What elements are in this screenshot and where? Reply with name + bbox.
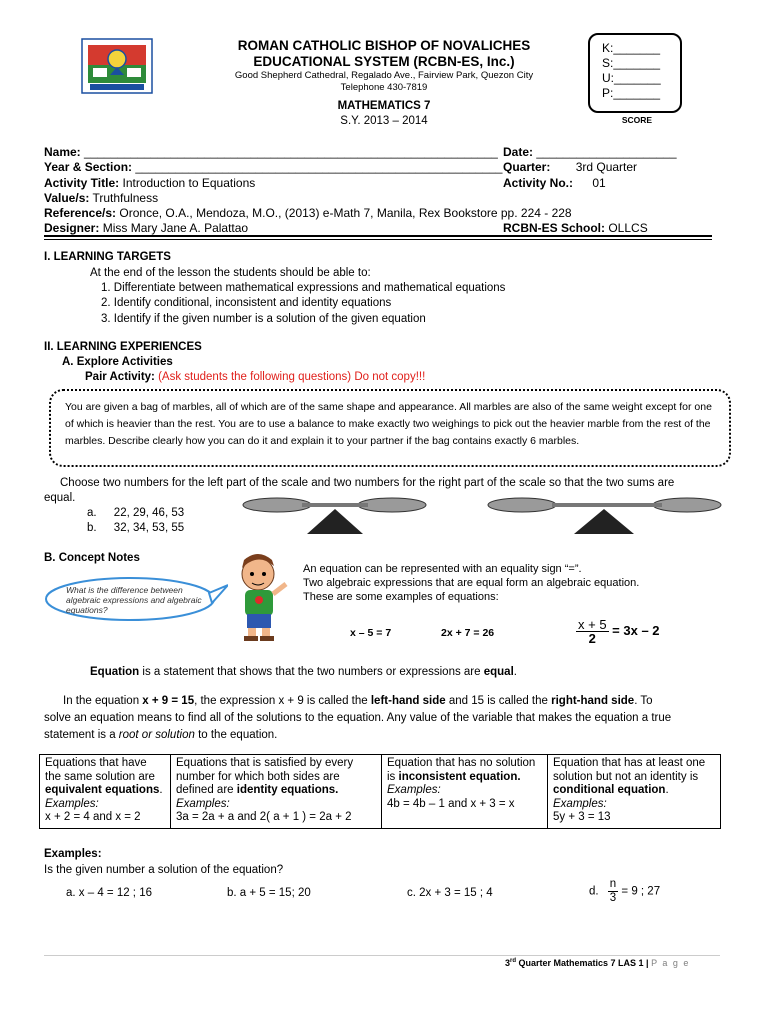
concept-line-3: These are some examples of equations: [303, 591, 499, 603]
examples-question: Is the given number a solution of the equation? [44, 864, 284, 876]
p-seg-10: root or solution [118, 729, 195, 741]
score-box [588, 33, 682, 113]
cell-term: identity equations. [236, 784, 339, 796]
activity-no-value: 01 [592, 176, 606, 190]
option-b-value: 32, 34, 53, 55 [113, 522, 185, 534]
fraction-numerator: x + 5 [578, 617, 607, 632]
p-seg-2: x + 9 = 15 [142, 695, 195, 707]
pair-activity-note: (Ask students the following questions) Do not copy!!! [158, 371, 426, 383]
table-cell-conditional [548, 755, 721, 829]
designer-value: Miss Mary Jane A. Palattao [102, 221, 249, 235]
equation-rhs: = 3x – 2 [612, 622, 660, 638]
date-line: _____________________ [536, 145, 677, 159]
concept-line-2: Two algebraic expressions that are equal form an algebraic equation. [303, 577, 640, 589]
learning-experiences-heading: II. LEARNING EXPERIENCES [44, 341, 202, 353]
target-item-2: 2. Identify conditional, inconsistent and identity equations [101, 297, 392, 309]
designer-label: Designer: [44, 221, 100, 235]
def-dot: . [513, 666, 517, 678]
footer-rule [44, 955, 720, 956]
cell-examples-label: Examples: [387, 784, 441, 796]
def-word: Equation [90, 666, 140, 678]
cell-examples-label: Examples: [553, 797, 607, 810]
values-value: Truthfulness [92, 191, 159, 205]
thought-bubble [44, 575, 228, 623]
school-name-line1: ROMAN CATHOLIC BISHOP OF NOVALICHES [237, 38, 531, 53]
option-a-letter: a. [87, 507, 97, 519]
activity-title-label: Activity Title: [44, 176, 120, 190]
name-label: Name: [44, 145, 81, 159]
concept-notes-heading: B. Concept Notes [44, 552, 140, 564]
p-seg-6: right-hand side [551, 695, 635, 707]
cell-dot: . [159, 784, 163, 796]
targets-intro: At the end of the lesson the students should be able to: [90, 267, 371, 279]
cell-term: conditional equation [553, 784, 666, 796]
def-end: equal [483, 666, 514, 678]
score-k: K:_______ [602, 41, 661, 55]
school-name-line2: EDUCATIONAL SYSTEM (RCBN-ES, Inc.) [253, 54, 515, 69]
score-s: S:_______ [602, 56, 661, 70]
example-c: c. 2x + 3 = 15 ; 4 [407, 887, 493, 899]
score-label: SCORE [621, 115, 653, 125]
option-b-letter: b. [87, 522, 97, 534]
address-line: Good Shepherd Cathedral, Regalado Ave., Fairview Park, Quezon City [234, 70, 534, 81]
examples-heading: Examples: [44, 848, 102, 860]
p-seg-7: . To [634, 695, 653, 707]
equation-paragraph-line3 [44, 728, 277, 743]
name-field[interactable] [44, 145, 498, 160]
quarter-value: 3rd Quarter [575, 160, 638, 174]
fraction-numerator: n [609, 878, 617, 890]
footer-text: Quarter Mathematics 7 LAS 1 | [516, 958, 652, 968]
footer-quarter-num: 3 [505, 958, 511, 968]
p-seg-5: and 15 is called the [445, 695, 552, 707]
footer-page-label: P a g e [651, 958, 690, 968]
fraction-denominator: 2 [588, 631, 596, 646]
def-mid: is a statement that shows that the two numbers or expressions are [139, 666, 484, 678]
equation-types-table [39, 754, 721, 829]
balance-scale-right [482, 494, 732, 538]
choose-instruction-cont: equal. [44, 492, 76, 504]
cell-examples-label: Examples: [176, 797, 230, 810]
table-cell-inconsistent [382, 755, 548, 829]
cell-example: 5y + 3 = 13 [553, 811, 611, 823]
score-u: U:_______ [602, 71, 661, 85]
bubble-text: What is the difference between algebraic expressions and algebraic equations? [66, 585, 202, 615]
equation-paragraph-line1 [63, 694, 653, 709]
cell-example: 4b = 4b – 1 and x + 3 = x [387, 797, 515, 810]
equation-paragraph-line2: solve an equation means to find all of the solutions to the equation. Any value of the variable that makes the equation a true [44, 712, 672, 724]
option-a [87, 506, 184, 521]
p-seg-1: In the equation [63, 695, 143, 707]
cell-example: 3a = 2a + a and 2( a + 1 ) = 2a + 2 [176, 811, 352, 823]
references [44, 206, 572, 221]
cell-dot: . [665, 784, 669, 796]
example-equation-2: 2x + 7 = 26 [441, 627, 495, 639]
year-section-field[interactable] [44, 160, 502, 175]
activity-no [503, 176, 606, 191]
example-d-rest: = 9 ; 27 [621, 885, 661, 898]
references-label: Reference/s: [44, 206, 117, 220]
name-line: ______________________________________________________________ [84, 145, 498, 159]
cell-text: Equation that has at least one solution but not an identity is [553, 757, 706, 783]
cell-text: Equations that is satisfied by every number for which both sides are defined are [176, 757, 354, 796]
references-value: Oronce, O.A., Mendoza, M.O., (2013) e-Math 7, Manila, Rex Bookstore pp. 224 - 228 [119, 206, 572, 220]
example-a: a. x – 4 = 12 ; 16 [66, 887, 152, 899]
example-d-letter: d. [589, 885, 599, 898]
concept-line-1: An equation can be represented with an equality sign “=”. [303, 563, 582, 575]
cell-text: Equations that have the same solution are [45, 757, 155, 783]
divider-rule-thin [44, 239, 712, 240]
quarter-field [503, 160, 637, 175]
activity-title-value: Introduction to Equations [122, 176, 256, 190]
marbles-problem-box: You are given a bag of marbles, all of which are of the same shape and appearance. All marbles are also of the same weight except for one of which is heavier than the rest. You are to use a balance to make exactly two weighings to pick out the heavier marble from the rest of the marbles. Describe clearly how you can do it and explain it to your partner if the bag contains exactly 6 marbles. [49, 389, 731, 467]
subject-title: MATHEMATICS 7 [337, 100, 431, 112]
date-field[interactable] [503, 145, 677, 160]
score-p: P:_______ [602, 86, 661, 100]
values [44, 191, 158, 206]
date-label: Date: [503, 145, 534, 159]
option-b [87, 521, 184, 536]
rcbn-school-label: RCBN-ES School: [503, 221, 605, 235]
page-footer [505, 958, 690, 968]
year-section-label: Year & Section: [44, 160, 133, 174]
cartoon-boy [232, 554, 290, 642]
explore-activities-heading: A. Explore Activities [62, 356, 173, 368]
learning-targets-heading: I. LEARNING TARGETS [44, 251, 171, 263]
example-equation-3 [576, 618, 660, 645]
telephone-line: Telephone 430-7819 [340, 82, 428, 93]
fraction [608, 878, 618, 905]
footer-sup: rd [510, 958, 517, 964]
example-equation-1: x – 5 = 7 [350, 627, 392, 639]
option-a-value: 22, 29, 46, 53 [113, 507, 185, 519]
pair-activity-label: Pair Activity: [85, 371, 155, 383]
quarter-label: Quarter: [503, 160, 551, 174]
target-item-3: 3. Identify if the given number is a solution of the given equation [101, 313, 426, 325]
equation-definition [90, 665, 517, 680]
choose-instruction: Choose two numbers for the left part of the scale and two numbers for the right part of the scale so that the two sums are [60, 477, 675, 489]
example-d [589, 878, 660, 905]
balance-scale-left [242, 494, 482, 538]
cell-examples-label: Examples: [45, 797, 99, 810]
divider-rule [44, 235, 712, 237]
fraction [576, 618, 609, 645]
table-cell-equivalent [40, 755, 171, 829]
p-seg-9: statement is a [44, 729, 119, 741]
table-row [40, 755, 721, 829]
cell-example: x + 2 = 4 and x = 2 [45, 811, 141, 823]
cell-term: equivalent equations [45, 784, 160, 796]
target-item-1: 1. Differentiate between mathematical expressions and mathematical equations [101, 282, 506, 294]
activity-title [44, 176, 255, 191]
p-seg-3: , the expression x + 9 is called the [194, 695, 371, 707]
cell-text: Equation that has no solution is [387, 757, 536, 783]
pair-activity [85, 370, 425, 385]
fraction-denominator: 3 [609, 892, 617, 904]
values-label: Value/s: [44, 191, 90, 205]
cell-term: inconsistent equation. [398, 770, 521, 783]
p-seg-4: left-hand side [370, 695, 446, 707]
example-b: b. a + 5 = 15; 20 [227, 887, 311, 899]
table-cell-identity [171, 755, 382, 829]
rcbn-school [503, 221, 648, 236]
activity-no-label: Activity No.: [503, 176, 574, 190]
year-section-line: _______________________________________________________ [135, 160, 503, 174]
designer [44, 221, 248, 236]
rcbn-school-value: OLLCS [608, 221, 648, 235]
school-year: S.Y. 2013 – 2014 [340, 115, 428, 127]
p-seg-11: to the equation. [194, 729, 278, 741]
